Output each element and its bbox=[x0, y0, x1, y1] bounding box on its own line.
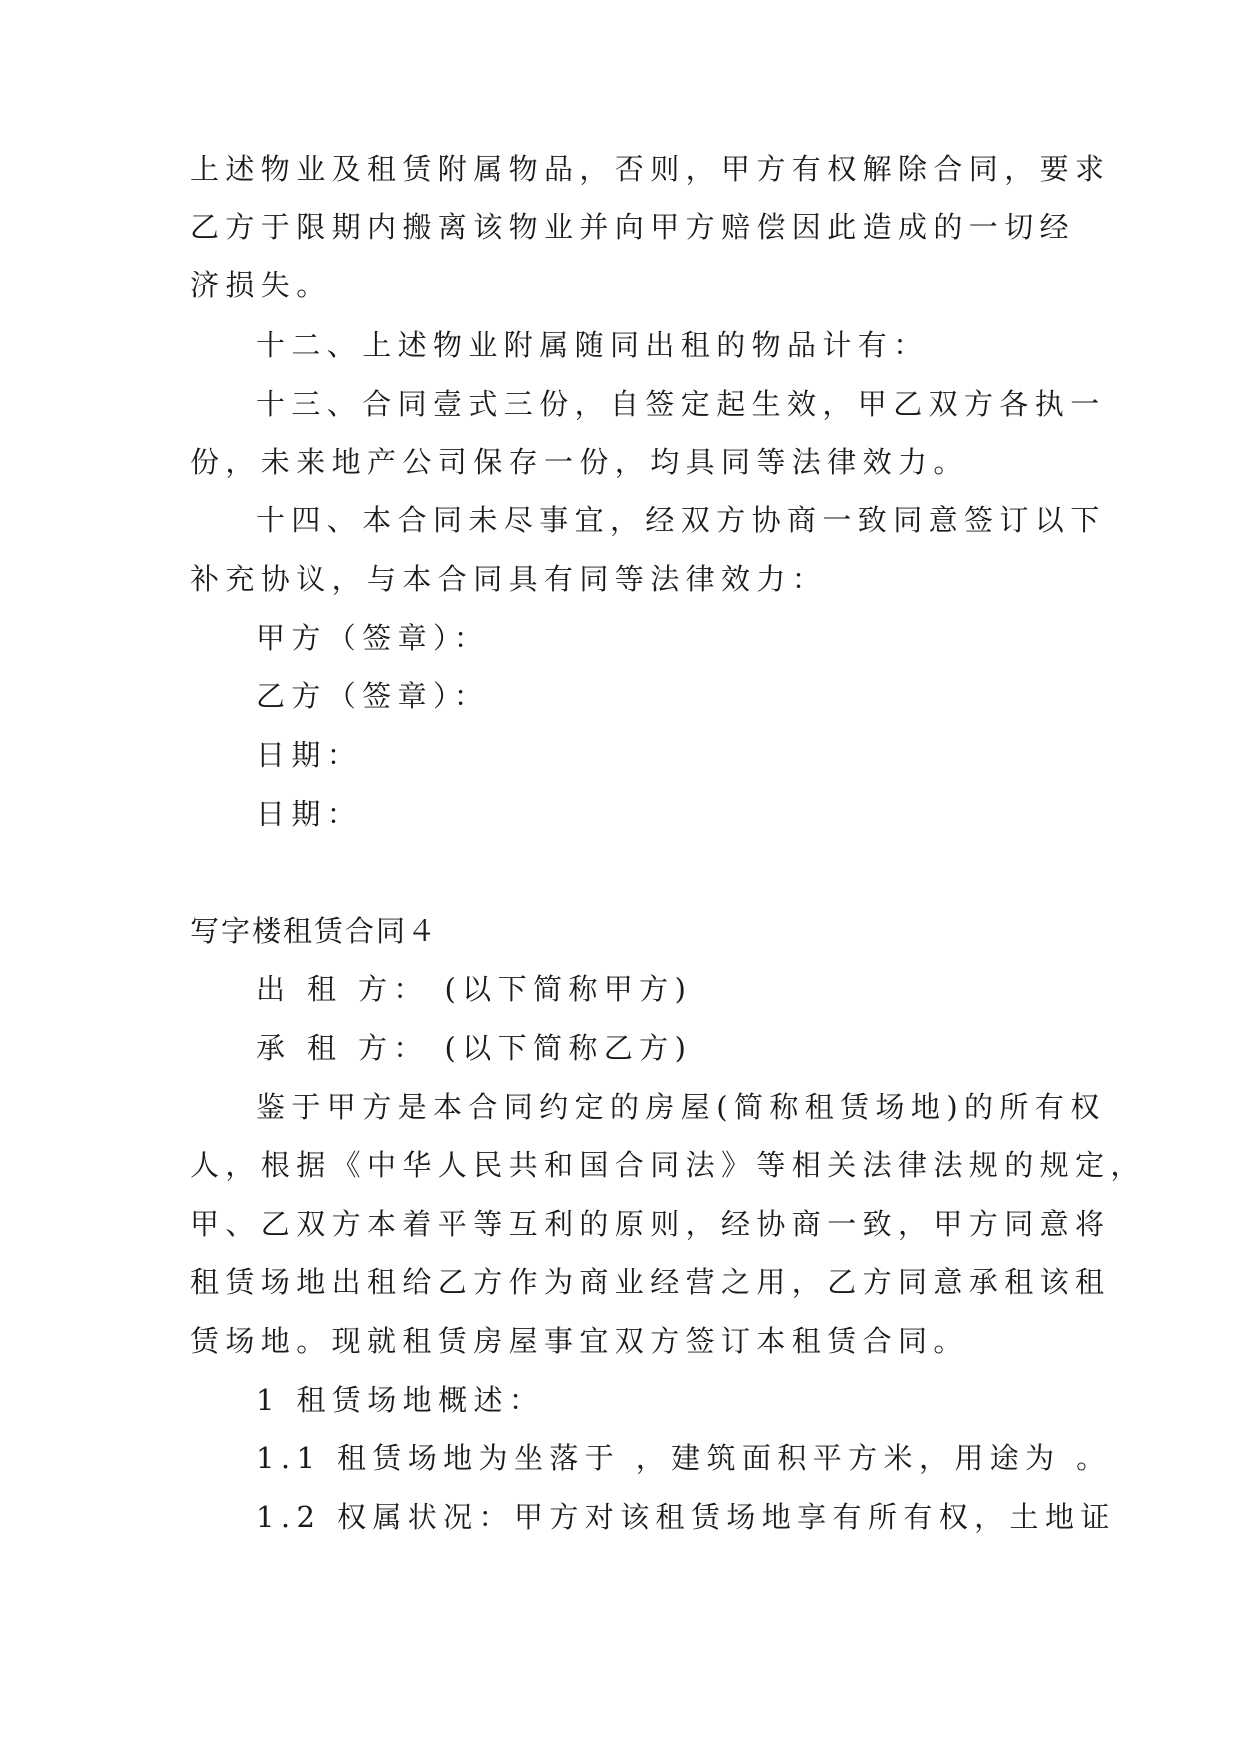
preamble-line: 鉴于甲方是本合同约定的房屋(简称租赁场地)的所有权 bbox=[256, 1090, 1106, 1124]
clause-12: 十二、上述物业附属随同出租的物品计有： bbox=[256, 328, 929, 362]
text-line: 份，未来地产公司保存一份，均具同等法律效力。 bbox=[190, 445, 969, 479]
text-line: 乙方于限期内搬离该物业并向甲方赔偿因此造成的一切经 bbox=[190, 210, 1076, 244]
lessee-line: 承 租 方： (以下简称乙方) bbox=[256, 1031, 693, 1065]
section-1-2: 1.2 权属状况：甲方对该租赁场地享有所有权，土地证 bbox=[256, 1500, 1116, 1534]
contract-title: 写字楼租赁合同４ bbox=[190, 914, 439, 948]
clause-13: 十三、合同壹式三份，自签定起生效，甲乙双方各执一 bbox=[256, 387, 1106, 421]
text-line: 租赁场地出租给乙方作为商业经营之用，乙方同意承租该租 bbox=[190, 1265, 1111, 1299]
date-line: 日期： bbox=[256, 738, 363, 772]
text-line: 补充协议，与本合同具有同等法律效力： bbox=[190, 562, 828, 596]
party-b-signature: 乙方（签章）： bbox=[256, 679, 490, 713]
date-line: 日期： bbox=[256, 797, 363, 831]
text-line: 人，根据《中华人民共和国合同法》等相关法律法规的规定， bbox=[190, 1148, 1146, 1182]
clause-14: 十四、本合同未尽事宜，经双方协商一致同意签订以下 bbox=[256, 503, 1106, 537]
text-line: 赁场地。现就租赁房屋事宜双方签订本租赁合同。 bbox=[190, 1324, 969, 1358]
text-line: 甲、乙双方本着平等互利的原则，经协商一致，甲方同意将 bbox=[190, 1207, 1111, 1241]
section-1-1: 1.1 租赁场地为坐落于 ，建筑面积平方米，用途为 。 bbox=[256, 1441, 1112, 1475]
section-1-heading: 1 租赁场地概述： bbox=[256, 1383, 545, 1417]
text-line: 上述物业及租赁附属物品，否则，甲方有权解除合同，要求 bbox=[190, 152, 1111, 186]
party-a-signature: 甲方（签章）： bbox=[256, 621, 490, 655]
text-line: 济损失。 bbox=[190, 268, 332, 302]
lessor-line: 出 租 方： (以下简称甲方) bbox=[256, 972, 693, 1006]
